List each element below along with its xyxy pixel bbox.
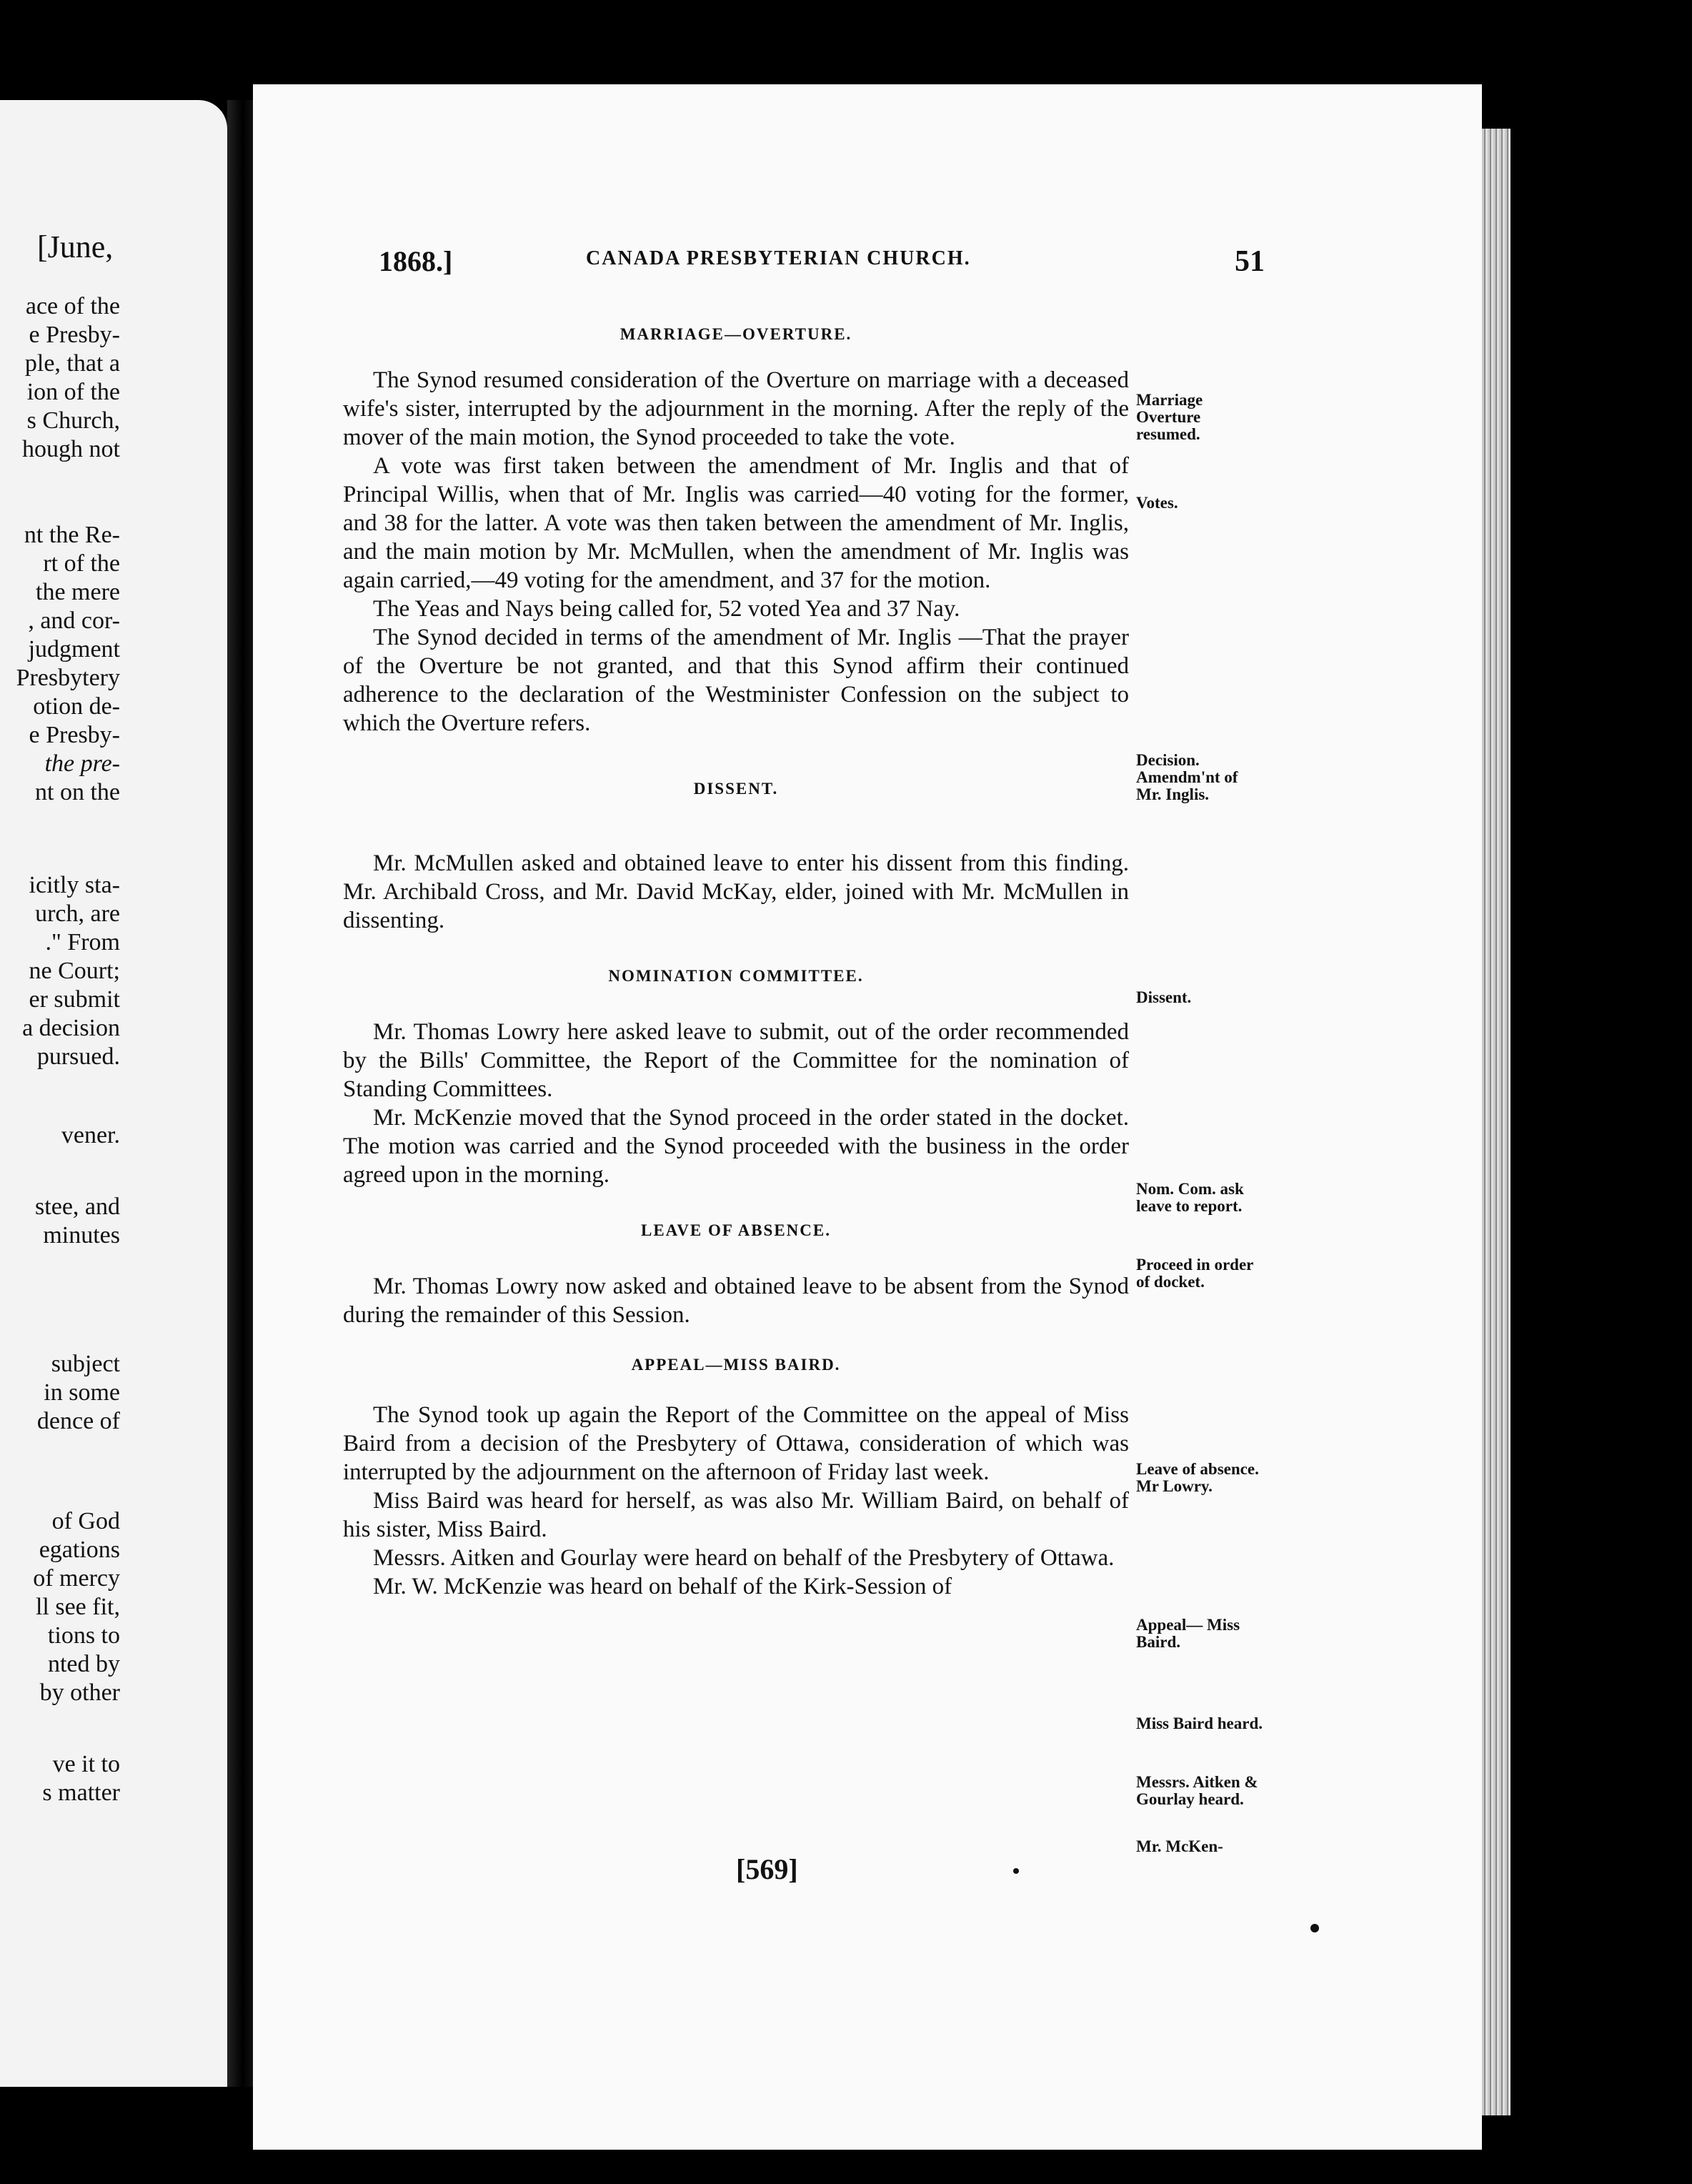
margin-note: Appeal— Miss Baird. bbox=[1136, 1616, 1240, 1651]
left-page-line: rt of the bbox=[43, 550, 120, 577]
left-page-line: dence of bbox=[36, 1408, 120, 1434]
running-head-year: 1868.] bbox=[379, 245, 453, 277]
paragraph: A vote was first taken between the amendment of Mr. Inglis and that of Principal Willis, when that of Mr. Inglis was carried—40 voting for the former, and 38 for the latter. A vote was then taken between the amendment of Mr. Inglis, and the main motion by Mr. McMullen, when the amendment of Mr. Inglis was again carried,—49 voting for the amendment, and 37 for the motion. bbox=[343, 453, 1129, 593]
left-facing-page bbox=[0, 100, 227, 2087]
left-page-line: minutes bbox=[43, 1222, 120, 1249]
left-page-line: hough not bbox=[22, 436, 120, 462]
ink-speck bbox=[1310, 1924, 1319, 1932]
paragraph: The Yeas and Nays being called for, 52 voted Yea and 37 Nay. bbox=[373, 596, 960, 622]
body-text bbox=[343, 320, 1129, 1601]
paragraph: Mr. Thomas Lowry here asked leave to submit, out of the order recommended by the Bills' Committee, the Report of the Committee for the nomination of Standing Committees. bbox=[343, 1019, 1129, 1102]
left-page-line: stee, and bbox=[35, 1193, 120, 1220]
margin-note: Decision. Amendm'nt of Mr. Inglis. bbox=[1136, 751, 1238, 803]
section-heading: APPEAL—MISS BAIRD. bbox=[631, 1356, 841, 1374]
left-page-line: nt the Re- bbox=[24, 522, 120, 548]
left-page-line: , and cor- bbox=[28, 607, 120, 634]
paragraph: Mr. McKenzie moved that the Synod proceed in the order stated in the docket. The motion was carried and the Synod proceeded with the business in the order agreed upon in the morning. bbox=[343, 1105, 1129, 1188]
left-page-line: e Presby- bbox=[29, 722, 120, 748]
left-page-line: ace of the bbox=[25, 293, 120, 319]
left-page-line: Presbytery bbox=[16, 665, 120, 691]
left-page-line: in some bbox=[44, 1379, 120, 1406]
left-page-line: ve it to bbox=[52, 1751, 120, 1777]
ink-speck bbox=[1013, 1868, 1019, 1874]
left-page-line: ion of the bbox=[26, 379, 120, 405]
left-page-line: subject bbox=[51, 1351, 120, 1377]
left-page-line: ple, that a bbox=[24, 350, 120, 377]
margin-note: Marriage Overture resumed. bbox=[1136, 391, 1203, 443]
left-page-line: ll see fit, bbox=[35, 1594, 120, 1620]
section-heading: DISSENT. bbox=[693, 780, 779, 798]
paragraph: The Synod decided in terms of the amendment of Mr. Inglis —That the prayer of the Overture be not granted, and that this Synod affirm their continued adherence to the declaration of the Westminister Confession on the subject to which the Overture refers. bbox=[343, 625, 1129, 736]
book-gutter bbox=[227, 100, 253, 2087]
margin-note: Nom. Com. ask leave to report. bbox=[1136, 1180, 1244, 1215]
left-page-line: of mercy bbox=[33, 1565, 120, 1592]
paragraph: Mr. McMullen asked and obtained leave to enter his dissent from this finding. Mr. Archibald Cross, and Mr. David McKay, elder, joined with Mr. McMullen in dissenting. bbox=[343, 850, 1129, 933]
paragraph: Mr. W. McKenzie was heard on behalf of the Kirk-Session of bbox=[373, 1574, 952, 1599]
margin-note: Mr. McKen- bbox=[1136, 1837, 1223, 1855]
left-page-line: of God bbox=[51, 1508, 120, 1534]
left-page-line: egations bbox=[39, 1537, 120, 1563]
running-head bbox=[379, 244, 1265, 280]
margin-note: Messrs. Aitken & Gourlay heard. bbox=[1136, 1773, 1258, 1808]
left-page-line: by other bbox=[39, 1679, 120, 1706]
page-number: 51 bbox=[1235, 245, 1265, 278]
section-heading: MARRIAGE—OVERTURE. bbox=[619, 325, 852, 343]
left-page-line: pursued. bbox=[36, 1043, 120, 1070]
margin-note: Dissent. bbox=[1136, 988, 1192, 1006]
left-page-line: urch, are bbox=[35, 900, 120, 927]
left-page-line: e Presby- bbox=[29, 322, 120, 348]
section-heading: NOMINATION COMMITTEE. bbox=[608, 967, 864, 985]
left-page-line: nt on the bbox=[35, 779, 120, 805]
margin-note: Votes. bbox=[1136, 494, 1178, 512]
paragraph: Mr. Thomas Lowry now asked and obtained leave to be absent from the Synod during the remainder of this Session. bbox=[343, 1274, 1129, 1328]
paragraph: Messrs. Aitken and Gourlay were heard on behalf of the Presbytery of Ottawa. bbox=[373, 1545, 1115, 1571]
left-page-line: s matter bbox=[42, 1780, 120, 1806]
left-page-line: s Church, bbox=[26, 407, 120, 434]
left-page-line: tions to bbox=[47, 1622, 120, 1649]
running-head-title: CANADA PRESBYTERIAN CHURCH. bbox=[586, 247, 971, 269]
left-page-line: otion de- bbox=[33, 693, 120, 720]
page-edges bbox=[1482, 129, 1511, 2115]
section-heading: LEAVE OF ABSENCE. bbox=[641, 1221, 831, 1239]
paragraph: The Synod resumed consideration of the Overture on marriage with a deceased wife's sister, interrupted by the adjournment in the morning. After the reply of the mover of the main motion, the Synod proceeded to take the vote. bbox=[343, 367, 1129, 450]
paragraph: Miss Baird was heard for herself, as was also Mr. William Baird, on behalf of his sister, Miss Baird. bbox=[343, 1488, 1129, 1542]
left-page-line: vener. bbox=[61, 1122, 120, 1148]
left-page-header: [June, bbox=[37, 229, 114, 264]
left-page-line: a decision bbox=[22, 1015, 120, 1041]
left-page-line: icitly sta- bbox=[29, 872, 120, 898]
margin-note: Leave of absence. Mr Lowry. bbox=[1136, 1460, 1259, 1495]
left-page-line: judgment bbox=[28, 636, 120, 662]
margin-note: Proceed in order of docket. bbox=[1136, 1256, 1253, 1291]
left-page-line: the mere bbox=[36, 579, 120, 605]
paragraph: The Synod took up again the Report of the Committee on the appeal of Miss Baird from a decision of the Presbytery of Ottawa, consideration of which was interrupted by the adjournment on the afternoon of Friday last week. bbox=[343, 1402, 1129, 1485]
left-page-line: ne Court; bbox=[29, 958, 120, 984]
margin-note: Miss Baird heard. bbox=[1136, 1714, 1263, 1732]
left-page-line: nted by bbox=[47, 1651, 120, 1677]
folio-number: [569] bbox=[736, 1853, 798, 1885]
left-page-line: the pre- bbox=[44, 750, 120, 777]
left-page-line: er submit bbox=[29, 986, 120, 1013]
left-page-line: ." From bbox=[45, 929, 120, 955]
